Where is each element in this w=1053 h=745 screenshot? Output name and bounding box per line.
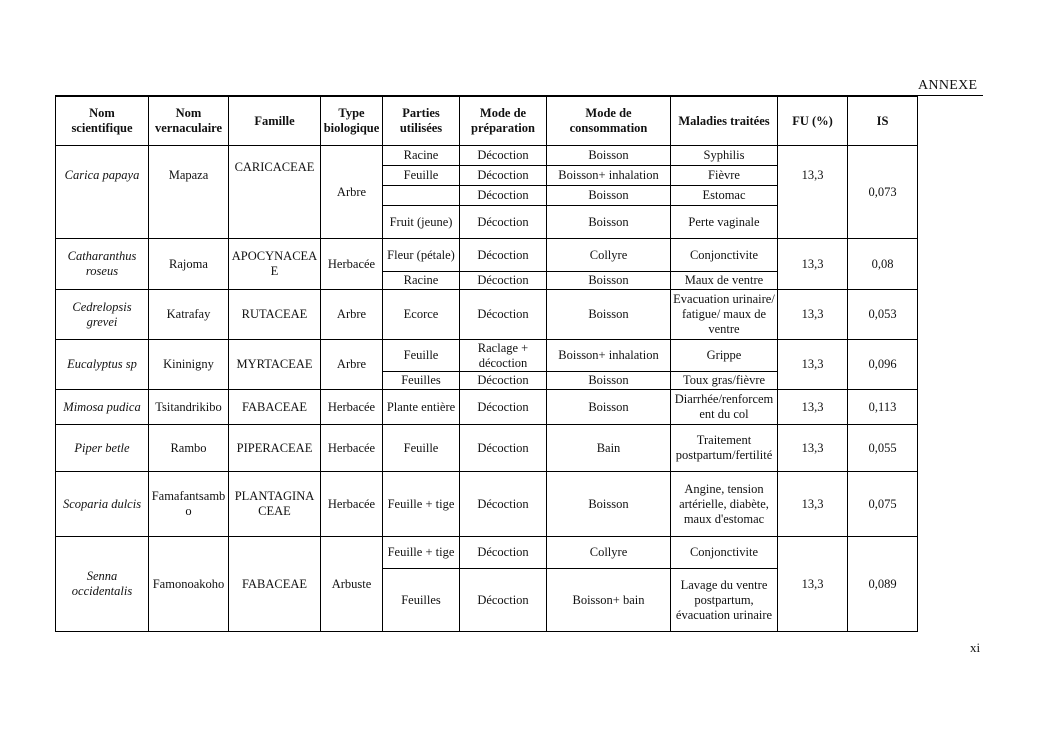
vernacular-name: Mapaza xyxy=(149,146,229,239)
is-value: 0,089 xyxy=(848,537,918,632)
fu-value: 13,3 xyxy=(778,537,848,632)
disease: Maux de ventre xyxy=(671,272,778,290)
is-value: 0,075 xyxy=(848,472,918,537)
disease: Diarrhée/renforcement du col xyxy=(671,390,778,425)
disease: Lavage du ventre postpartum, évacuation urinaire xyxy=(671,569,778,632)
column-header: FU (%) xyxy=(778,97,848,146)
scientific-name: Carica papaya xyxy=(56,146,149,239)
biological-type: Arbuste xyxy=(321,537,383,632)
scientific-name: Senna occidentalis xyxy=(56,537,149,632)
consumption: Boisson+ bain xyxy=(547,569,671,632)
is-value: 0,073 xyxy=(848,146,918,239)
medicinal-plants-table xyxy=(55,96,918,632)
preparation: Décoction xyxy=(460,146,547,166)
part-used xyxy=(383,186,460,206)
family: PIPERACEAE xyxy=(229,425,321,472)
column-header: Mode de consommation xyxy=(547,97,671,146)
table-row xyxy=(56,425,918,472)
column-header: IS xyxy=(848,97,918,146)
family: CARICACEAE xyxy=(229,146,321,239)
part-used: Feuilles xyxy=(383,372,460,390)
consumption: Collyre xyxy=(547,537,671,569)
preparation: Décoction xyxy=(460,390,547,425)
scientific-name: Piper betle xyxy=(56,425,149,472)
preparation: Décoction xyxy=(460,290,547,340)
table-row xyxy=(56,537,918,569)
family: FABACEAE xyxy=(229,390,321,425)
table-row xyxy=(56,472,918,537)
vernacular-name: Tsitandrikibo xyxy=(149,390,229,425)
table-header-row xyxy=(56,97,918,146)
disease: Grippe xyxy=(671,340,778,372)
fu-value: 13,3 xyxy=(778,472,848,537)
table-row xyxy=(56,239,918,272)
fu-value: 13,3 xyxy=(778,340,848,390)
table-row xyxy=(56,390,918,425)
vernacular-name: Rajoma xyxy=(149,239,229,290)
consumption: Boisson+ inhalation xyxy=(547,166,671,186)
table-row xyxy=(56,290,918,340)
preparation: Décoction xyxy=(460,425,547,472)
consumption: Boisson xyxy=(547,272,671,290)
family: MYRTACEAE xyxy=(229,340,321,390)
biological-type: Arbre xyxy=(321,340,383,390)
is-value: 0,055 xyxy=(848,425,918,472)
is-value: 0,053 xyxy=(848,290,918,340)
part-used: Racine xyxy=(383,146,460,166)
preparation: Décoction xyxy=(460,569,547,632)
annex-header: ANNEXE xyxy=(918,78,978,93)
preparation: Décoction xyxy=(460,472,547,537)
column-header: Famille xyxy=(229,97,321,146)
family: APOCYNACEAE xyxy=(229,239,321,290)
disease: Evacuation urinaire/ fatigue/ maux de ventre xyxy=(671,290,778,340)
vernacular-name: Famafantsambo xyxy=(149,472,229,537)
preparation: Raclage + décoction xyxy=(460,340,547,372)
disease: Traitement postpartum/fertilité xyxy=(671,425,778,472)
scientific-name: Mimosa pudica xyxy=(56,390,149,425)
disease: Conjonctivite xyxy=(671,239,778,272)
biological-type: Herbacée xyxy=(321,472,383,537)
consumption: Boisson xyxy=(547,206,671,239)
disease: Syphilis xyxy=(671,146,778,166)
fu-value: 13,3 xyxy=(778,290,848,340)
table-row xyxy=(56,146,918,166)
is-value: 0,096 xyxy=(848,340,918,390)
part-used: Feuille + tige xyxy=(383,472,460,537)
scientific-name: Cedrelopsis grevei xyxy=(56,290,149,340)
preparation: Décoction xyxy=(460,372,547,390)
consumption: Bain xyxy=(547,425,671,472)
part-used: Fleur (pétale) xyxy=(383,239,460,272)
column-header: Nom scientifique xyxy=(56,97,149,146)
preparation: Décoction xyxy=(460,186,547,206)
part-used: Feuille xyxy=(383,425,460,472)
disease: Perte vaginale xyxy=(671,206,778,239)
preparation: Décoction xyxy=(460,537,547,569)
preparation: Décoction xyxy=(460,166,547,186)
preparation: Décoction xyxy=(460,206,547,239)
biological-type: Arbre xyxy=(321,146,383,239)
consumption: Boisson xyxy=(547,290,671,340)
vernacular-name: Rambo xyxy=(149,425,229,472)
consumption: Boisson xyxy=(547,146,671,166)
consumption: Boisson xyxy=(547,372,671,390)
part-used: Racine xyxy=(383,272,460,290)
biological-type: Herbacée xyxy=(321,239,383,290)
part-used: Fruit (jeune) xyxy=(383,206,460,239)
part-used: Plante entière xyxy=(383,390,460,425)
family: PLANTAGINACEAE xyxy=(229,472,321,537)
column-header: Mode de préparation xyxy=(460,97,547,146)
vernacular-name: Famonoakoho xyxy=(149,537,229,632)
scientific-name: Scoparia dulcis xyxy=(56,472,149,537)
fu-value: 13,3 xyxy=(778,239,848,290)
consumption: Collyre xyxy=(547,239,671,272)
family: RUTACEAE xyxy=(229,290,321,340)
disease: Toux gras/fièvre xyxy=(671,372,778,390)
part-used: Feuille + tige xyxy=(383,537,460,569)
part-used: Ecorce xyxy=(383,290,460,340)
fu-value: 13,3 xyxy=(778,425,848,472)
fu-value: 13,3 xyxy=(778,146,848,239)
scientific-name: Eucalyptus sp xyxy=(56,340,149,390)
column-header: Type biologique xyxy=(321,97,383,146)
preparation: Décoction xyxy=(460,239,547,272)
disease: Estomac xyxy=(671,186,778,206)
column-header: Nom vernaculaire xyxy=(149,97,229,146)
part-used: Feuille xyxy=(383,166,460,186)
column-header: Maladies traitées xyxy=(671,97,778,146)
consumption: Boisson xyxy=(547,472,671,537)
column-header: Parties utilisées xyxy=(383,97,460,146)
scientific-name: Catharanthus roseus xyxy=(56,239,149,290)
consumption: Boisson xyxy=(547,186,671,206)
disease: Angine, tension artérielle, diabète, maux d'estomac xyxy=(671,472,778,537)
is-value: 0,08 xyxy=(848,239,918,290)
disease: Conjonctivite xyxy=(671,537,778,569)
biological-type: Herbacée xyxy=(321,390,383,425)
vernacular-name: Kininigny xyxy=(149,340,229,390)
is-value: 0,113 xyxy=(848,390,918,425)
biological-type: Herbacée xyxy=(321,425,383,472)
vernacular-name: Katrafay xyxy=(149,290,229,340)
consumption: Boisson+ inhalation xyxy=(547,340,671,372)
part-used: Feuille xyxy=(383,340,460,372)
fu-value: 13,3 xyxy=(778,390,848,425)
page-number: xi xyxy=(970,640,981,655)
disease: Fièvre xyxy=(671,166,778,186)
table-row xyxy=(56,340,918,372)
consumption: Boisson xyxy=(547,390,671,425)
family: FABACEAE xyxy=(229,537,321,632)
part-used: Feuilles xyxy=(383,569,460,632)
preparation: Décoction xyxy=(460,272,547,290)
biological-type: Arbre xyxy=(321,290,383,340)
